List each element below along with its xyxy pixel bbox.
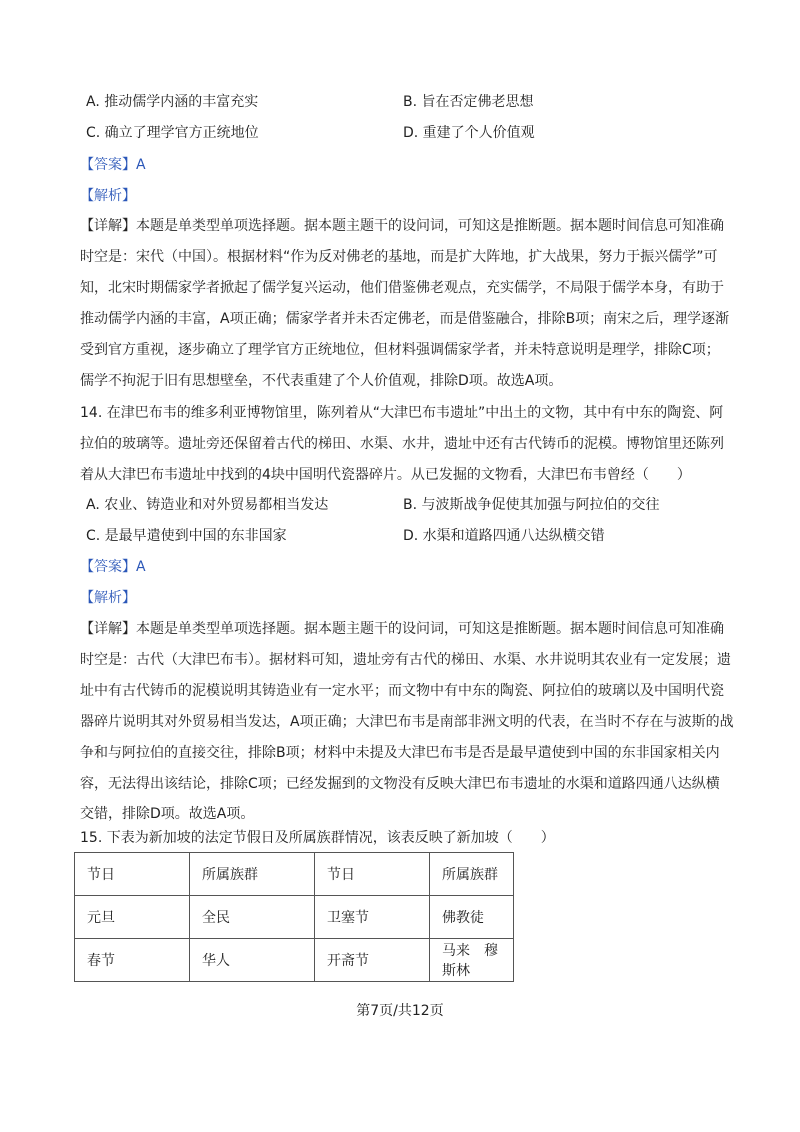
- q14-stem-line: 拉伯的玻璃等。遗址旁还保留着古代的梯田、水渠、水井，遗址中还有古代铸币的泥模。博物馆里还陈列: [80, 436, 724, 452]
- q13-detail-line: 儒学不拘泥于旧有思想壁垒，不代表重建了个人价值观，排除D项。故选A项。: [80, 373, 563, 389]
- table-header-cell: 节日: [315, 853, 430, 896]
- table-row: [75, 896, 514, 939]
- q14-option-d: D. 水渠和道路四通八达纵横交错: [403, 528, 605, 544]
- q14-detail-line: 【详解】本题是单类型单项选择题。据本题主题干的设问词，可知这是推断题。据本题时间信息可知准确: [80, 621, 724, 637]
- table-cell: 元旦: [75, 896, 190, 939]
- table-cell: 华人: [190, 939, 315, 982]
- q14-option-a: A. 农业、铸造业和对外贸易都相当发达: [86, 497, 329, 513]
- q13-analysis-label: 【解析】: [80, 188, 136, 204]
- q13-option-a: A. 推动儒学内涵的丰富充实: [86, 94, 259, 110]
- table-header-cell: 所属族群: [430, 853, 514, 896]
- q14-analysis-label: 【解析】: [80, 590, 136, 606]
- q14-detail-line: 容，无法得出该结论，排除C项；已经发掘到的文物没有反映大津巴布韦遗址的水渠和道路四通八达纵横: [80, 776, 720, 792]
- q13-option-c: C. 确立了理学官方正统地位: [86, 125, 259, 141]
- q13-detail-line: 【详解】本题是单类型单项选择题。据本题主题干的设问词，可知这是推断题。据本题时间信息可知准确: [80, 218, 724, 234]
- table-cell: 全民: [190, 896, 315, 939]
- q14-detail-line: 时空是：古代（大津巴布韦）。据材料可知，遗址旁有古代的梯田、水渠、水井说明其农业有一定发展；遗: [80, 652, 731, 668]
- q14-stem-line: 着从大津巴布韦遗址中找到的4块中国明代瓷器碎片。从已发掘的文物看，大津巴布韦曾经（ ）: [80, 467, 691, 483]
- page-footer: 第7页/共12页: [356, 1003, 444, 1019]
- q14-detail-line: 器碎片说明其对外贸易相当发达，A项正确；大津巴布韦是南部非洲文明的代表，在当时不存在与波斯的战: [80, 714, 734, 730]
- q14-option-c: C. 是最早遣使到中国的东非国家: [86, 528, 287, 544]
- table-cell: 卫塞节: [315, 896, 430, 939]
- table-row: [75, 939, 514, 982]
- q13-answer: 【答案】A: [80, 157, 146, 173]
- table-cell: 佛教徒: [430, 896, 514, 939]
- q14-detail-line: 争和与阿拉伯的直接交往，排除B项；材料中未提及大津巴布韦是否是最早遣使到中国的东非国家相关内: [80, 745, 720, 761]
- q13-detail-line: 受到官方重视，逐步确立了理学官方正统地位，但材料强调儒家学者，并未特意说明是理学，排除C项；: [80, 342, 720, 358]
- q14-option-b: B. 与波斯战争促使其加强与阿拉伯的交往: [403, 497, 660, 513]
- q15-stem: 15. 下表为新加坡的法定节假日及所属族群情况，该表反映了新加坡（ ）: [80, 830, 555, 846]
- table-cell: 马来 穆斯林: [430, 939, 514, 982]
- table-header-cell: 节日: [75, 853, 190, 896]
- q13-option-b: B. 旨在否定佛老思想: [403, 94, 534, 110]
- q13-option-d: D. 重建了个人价值观: [403, 125, 535, 141]
- table-cell: 春节: [75, 939, 190, 982]
- table-header-cell: 所属族群: [190, 853, 315, 896]
- q14-detail-line: 址中有古代铸币的泥模说明其铸造业有一定水平；而文物中有中东的陶瓷、阿拉伯的玻璃以及中国明代瓷: [80, 683, 724, 699]
- table-cell: 开斋节: [315, 939, 430, 982]
- q14-detail-line: 交错，排除D项。故选A项。: [80, 806, 255, 822]
- q14-answer: 【答案】A: [80, 559, 146, 575]
- q13-detail-line: 时空是：宋代（中国）。根据材料“作为反对佛老的基地，而是扩大阵地，扩大战果，努力于振兴儒学”可: [80, 249, 718, 265]
- holiday-table: [74, 852, 514, 982]
- q13-detail-line: 知，北宋时期儒家学者掀起了儒学复兴运动，他们借鉴佛老观点，充实儒学，不局限于儒学本身，有助于: [80, 280, 724, 296]
- q13-detail-line: 推动儒学内涵的丰富，A项正确；儒家学者并未否定佛老，而是借鉴融合，排除B项；南宋之后，理学逐渐: [80, 311, 730, 327]
- q14-stem-line: 14. 在津巴布韦的维多利亚博物馆里，陈列着从“大津巴布韦遗址”中出土的文物，其中有中东的陶瓷、阿: [80, 405, 724, 421]
- table-row: [75, 853, 514, 896]
